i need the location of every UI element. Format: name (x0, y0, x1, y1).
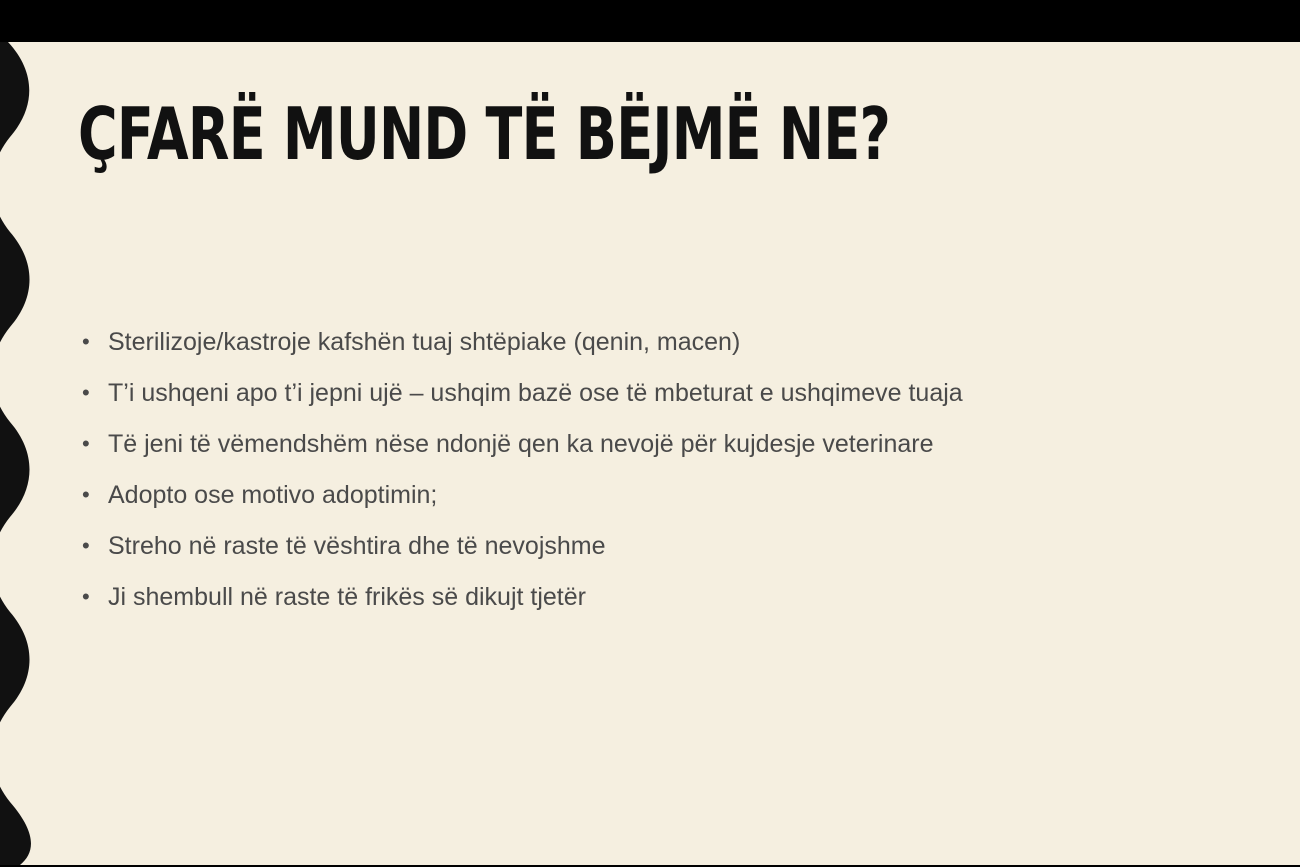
bullet-text: Streho në raste të vështira dhe të nevojshme (108, 532, 606, 560)
bullet-icon: • (82, 431, 90, 456)
bullet-list (78, 327, 963, 633)
slide-title: ÇFARË MUND TË BËJMË NE? (78, 92, 891, 176)
bullet-text: Sterilizoje/kastroje kafshën tuaj shtëpiake (qenin, macen) (108, 328, 741, 356)
bullet-icon: • (82, 482, 90, 507)
bullet-item (78, 531, 963, 582)
wavy-left-border (0, 42, 40, 865)
bullet-text: Ji shembull në raste të frikës së dikujt tjetër (108, 583, 586, 611)
bullet-item (78, 480, 963, 531)
bullet-item (78, 429, 963, 480)
bullet-item (78, 378, 963, 429)
bullet-icon: • (82, 533, 90, 558)
bullet-item (78, 327, 963, 378)
bullet-icon: • (82, 380, 90, 405)
bullet-icon: • (82, 584, 90, 609)
bullet-item (78, 582, 963, 633)
slide (0, 42, 1300, 865)
bullet-icon: • (82, 329, 90, 354)
bullet-text: T’i ushqeni apo t’i jepni ujë – ushqim bazë ose të mbeturat e ushqimeve tuaja (108, 379, 963, 407)
bullet-text: Adopto ose motivo adoptimin; (108, 481, 438, 509)
bullet-text: Të jeni të vëmendshëm nëse ndonjë qen ka nevojë për kujdesje veterinare (108, 430, 934, 458)
